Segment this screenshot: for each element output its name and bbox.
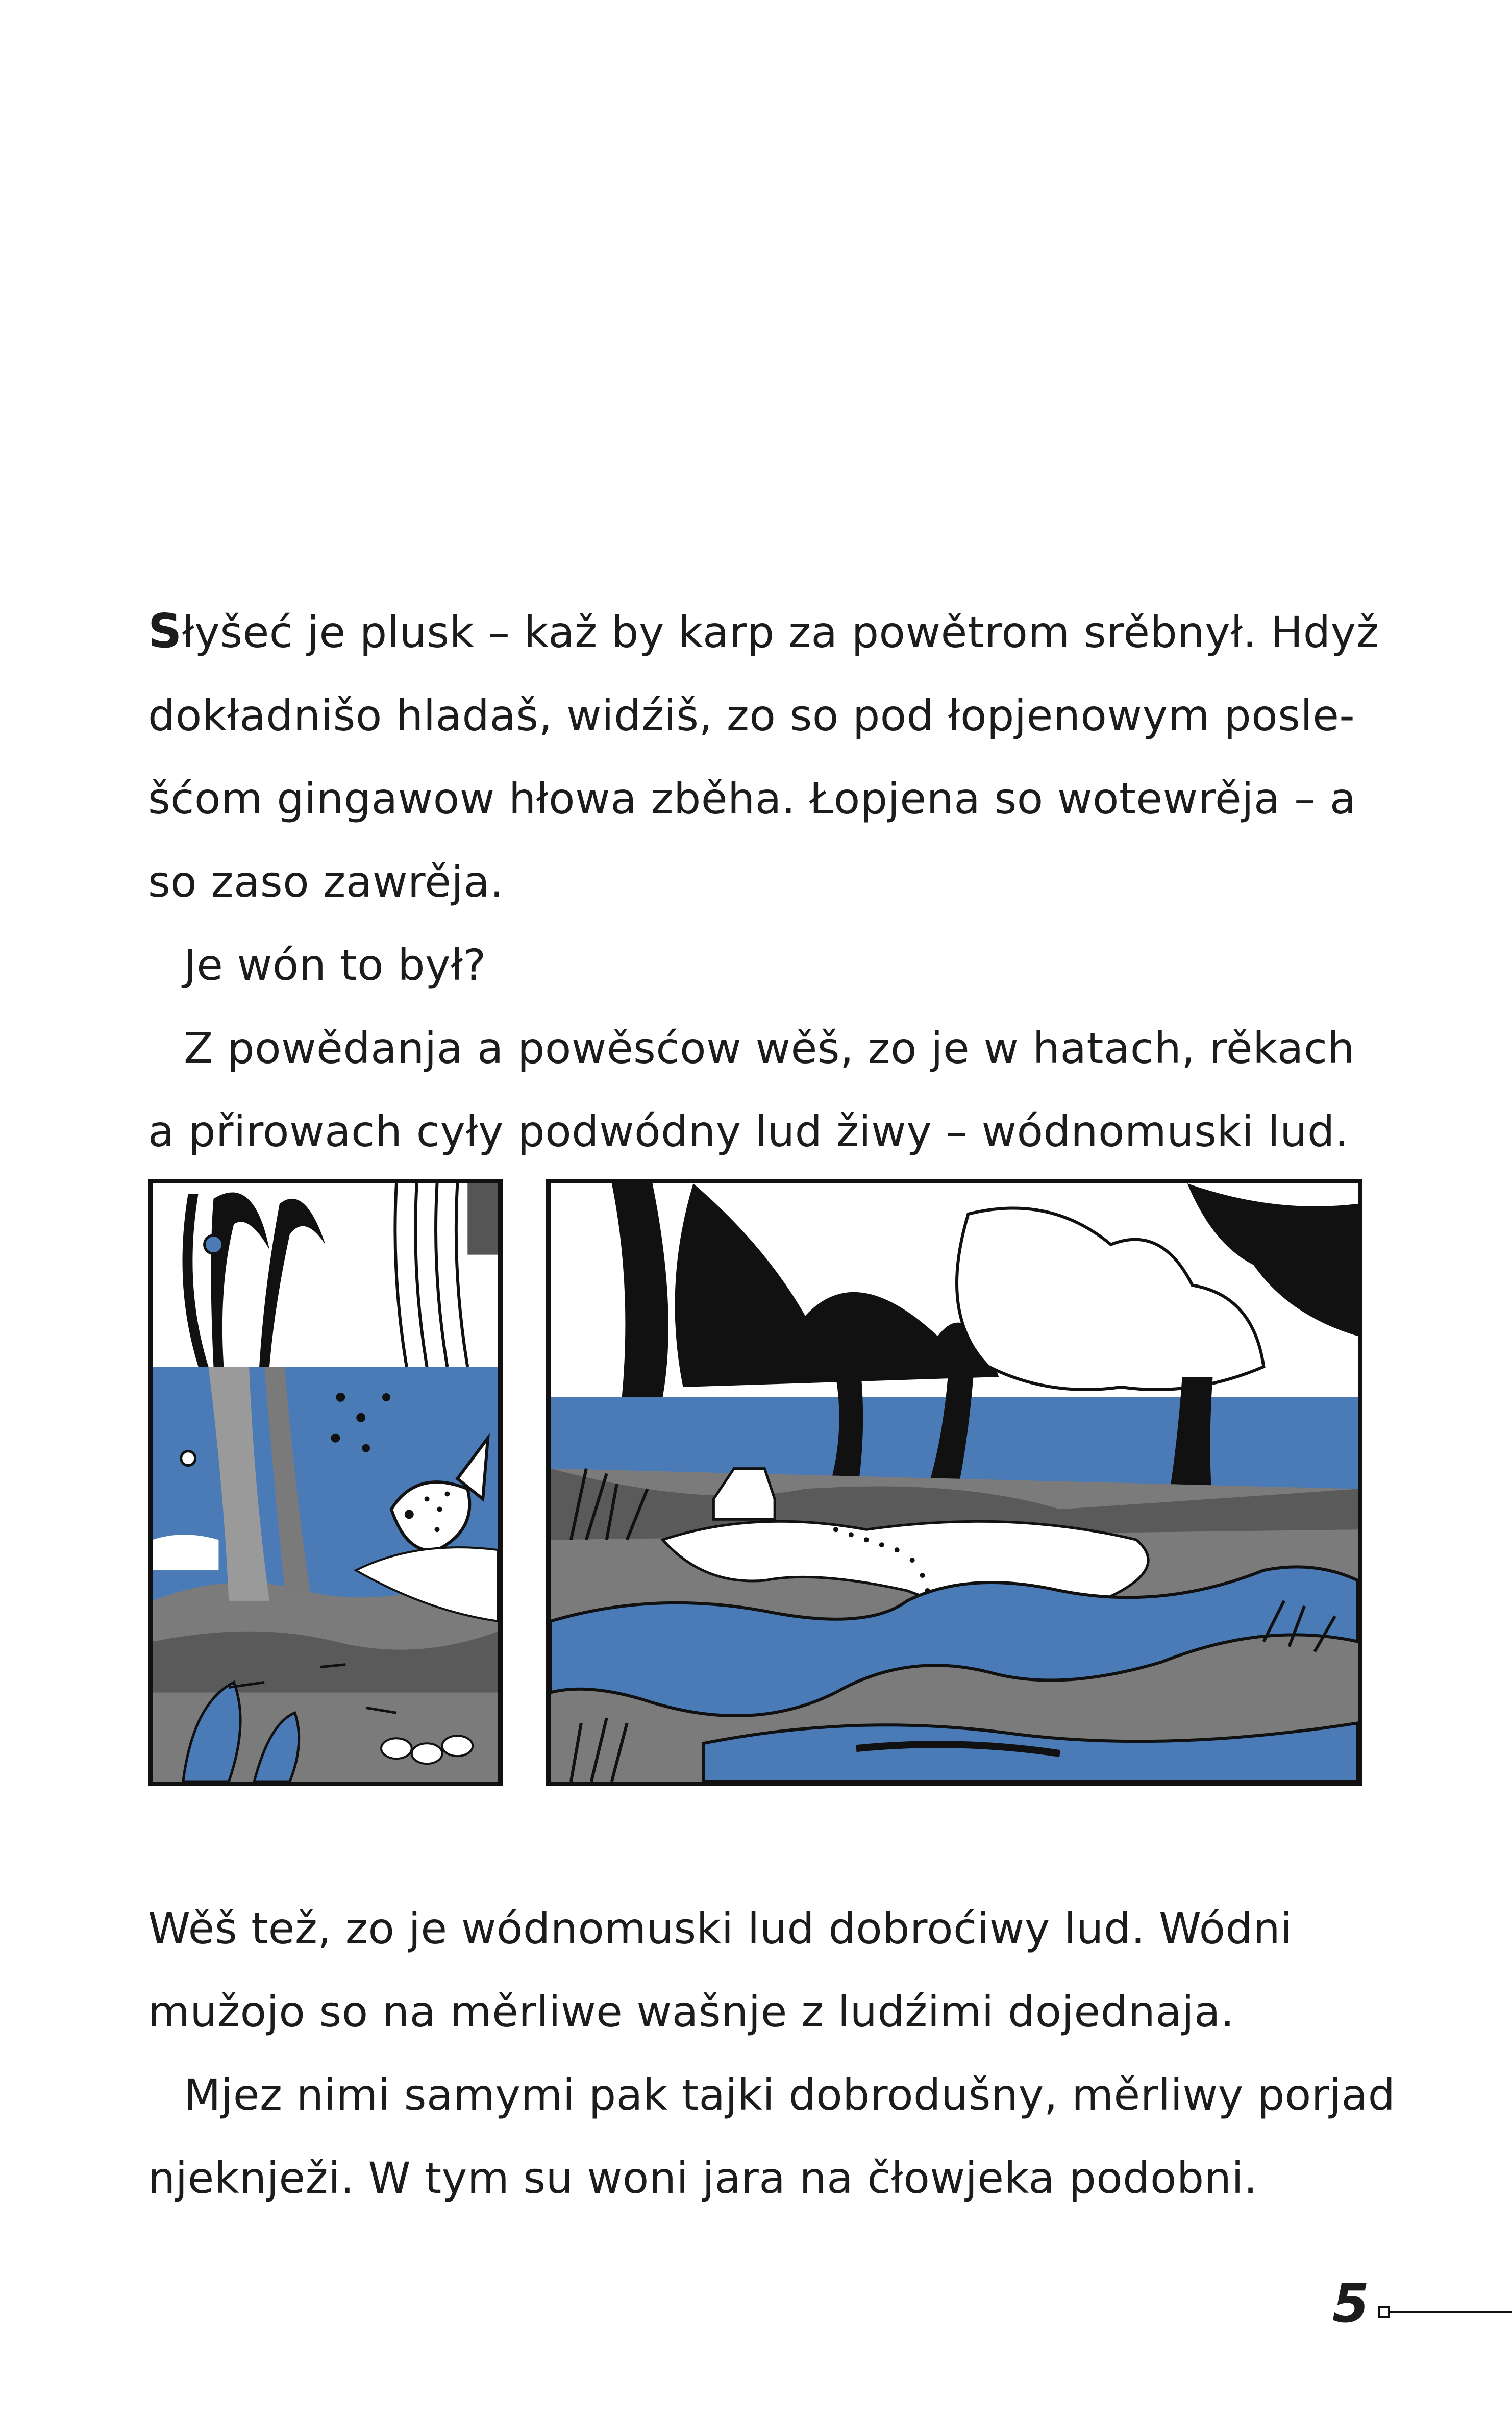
text-line: Je wón to był?: [184, 940, 486, 990]
landscape-drawing: [551, 1183, 1358, 1782]
illustration: [148, 1179, 1362, 1786]
text-block-bottom: [148, 1887, 1396, 2220]
page-number: 5: [1332, 2272, 1369, 2335]
text-line: Mjez nimi samymi pak tajki dobrodušny, měrliwy porjad: [184, 2070, 1396, 2120]
text-line: a přirowach cyły podwódny lud žiwy – wódnomuski lud.: [148, 1106, 1349, 1156]
text-block-top: [148, 589, 1379, 1173]
text-line: Wěš tež, zo je wódnomuski lud dobroćiwy lud. Wódni: [148, 1904, 1293, 1954]
text-line: dokładnišo hladaš, widźiš, zo so pod łopjenowym posle-: [148, 690, 1355, 740]
text-line: Słyšeć je plusk – kaž by karp za powětrom srěbnył. Hdyž: [148, 604, 1379, 658]
page-marker-line: [1378, 2304, 1512, 2319]
text-line: njeknježi. W tym su woni jara na čłowjeka podobni.: [148, 2153, 1258, 2203]
illustration-panel-underwater: [148, 1179, 503, 1786]
text-line: šćom gingawow hłowa zběha. Łopjena so wotewrěja – a: [148, 774, 1356, 824]
text-line: so zaso zawrěja.: [148, 857, 504, 907]
illustration-panel-landscape: [546, 1179, 1362, 1786]
text-line: mužojo so na měrliwe wašnje z ludźimi dojednaja.: [148, 1987, 1235, 2037]
drop-cap: S: [148, 604, 182, 658]
underwater-drawing: [153, 1183, 498, 1782]
text-line: Z powědanja a powěsćow wěš, zo je w hatach, rěkach: [184, 1023, 1355, 1073]
